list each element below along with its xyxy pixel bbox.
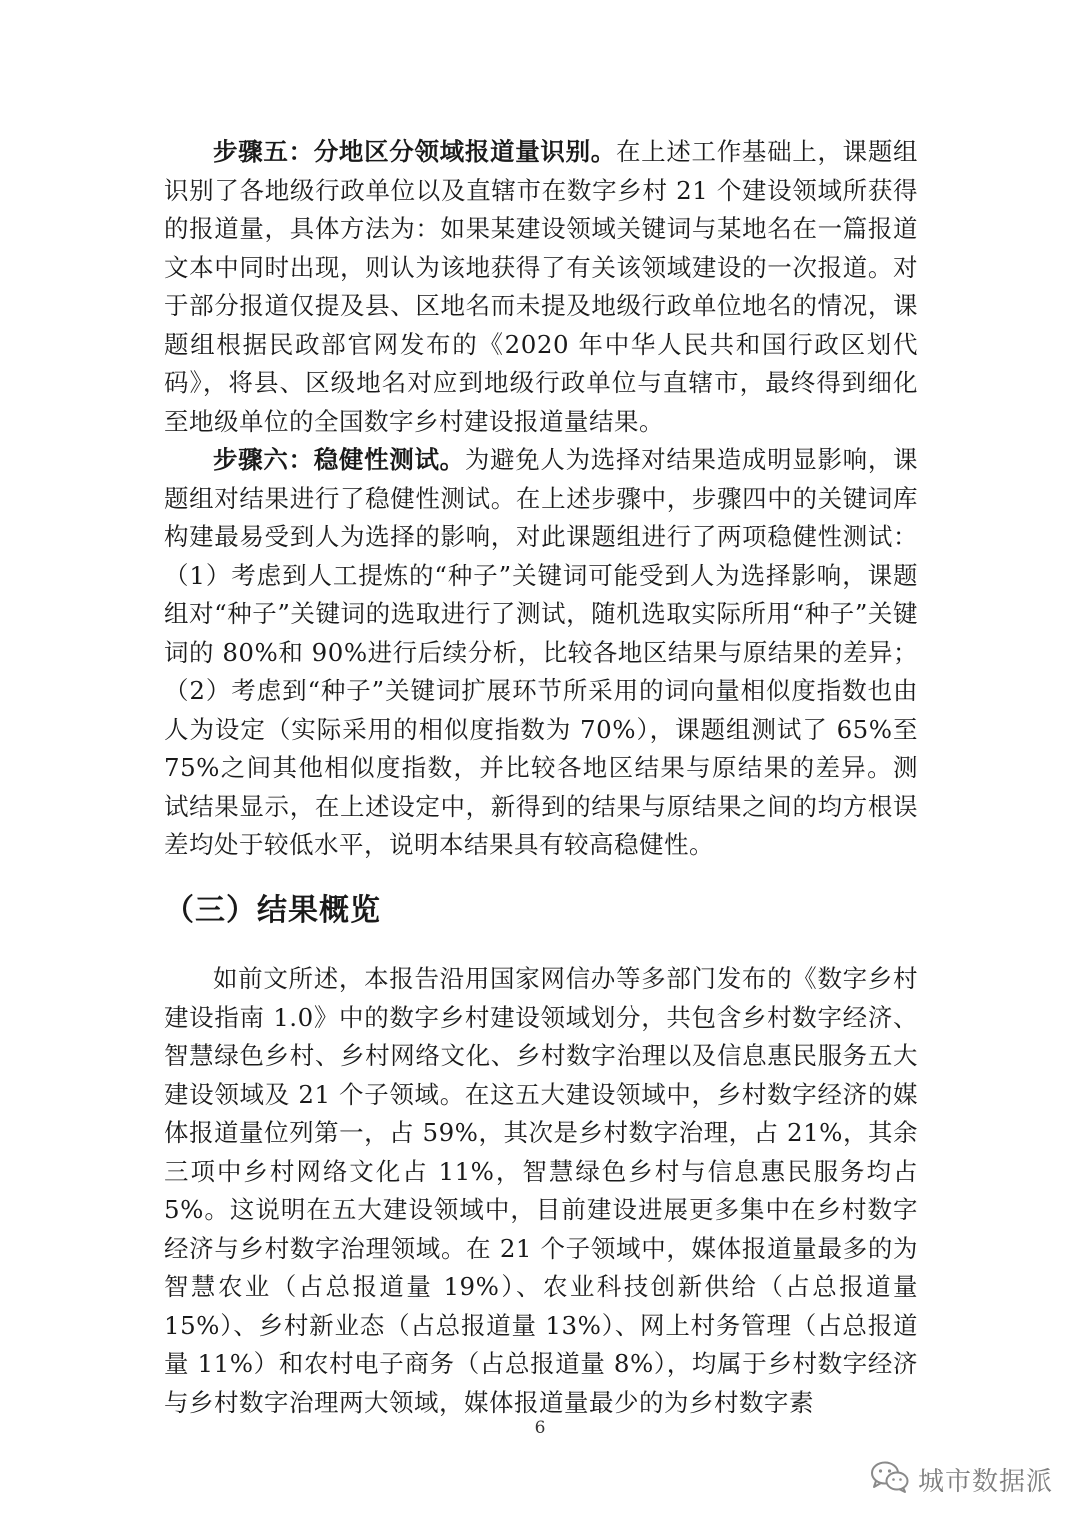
page-number: 6 xyxy=(534,1418,546,1438)
paragraph-lead: 步骤五：分地区分领域报道量识别。 xyxy=(213,137,616,166)
paragraph-step-five xyxy=(164,133,918,441)
paragraph-step-six xyxy=(164,441,918,865)
wechat-icon xyxy=(870,1460,910,1498)
watermark-text: 城市数据派 xyxy=(918,1466,1054,1497)
watermark xyxy=(870,1460,1053,1498)
paragraph-overview: 如前文所述，本报告沿用国家网信办等多部门发布的《数字乡村建设指南 1.0》中的数字乡村建设领域划分，共包含乡村数字经济、智慧绿色乡村、乡村网络文化、乡村数字治理以及信息惠民服务五大建设领域及 21 个子领域。在这五大建设领域中，乡村数字经济的媒体报道量位列第一，占 59%，其次是乡村数字治理，占 21%，其余三项中乡村网络文化占 11%，智慧绿色乡村与信息惠民服务均占 5%。这说明在五大建设领域中，目前建设进展更多集中在乡村数字经济与乡村数字治理领域。在 21 个子领域中，媒体报道量最多的为智慧农业（占总报道量 19%）、农业科技创新供给（占总报道量 15%）、乡村新业态（占总报道量 13%）、网上村务管理（占总报道量 11%）和农村电子商务（占总报道量 8%），均属于乡村数字经济与乡村数字治理两大领域，媒体报道量最少的为乡村数字素 xyxy=(164,964,918,1417)
paragraph-text: 为避免人为选择对结果造成明显影响，课题组对结果进行了稳健性测试。在上述步骤中，步骤四中的关键词库构建最易受到人为选择的影响，对此课题组进行了两项稳健性测试：（1）考虑到人工提炼的“种子”关键词可能受到人为选择影响，课题组对“种子”关键词的选取进行了测试，随机选取实际所用“种子”关键词的 80%和 90%进行后续分析，比较各地区结果与原结果的差异；（2）考虑到“种子”关键词扩展环节所采用的词向量相似度指数也由人为设定（实际采用的相似度指数为 70%），课题组测试了 65%至 75%之间其他相似度指数，并比较各地区结果与原结果的差异。测试结果显示，在上述设定中，新得到的结果与原结果之间的均方根误差均处于较低水平，说明本结果具有较高稳健性。 xyxy=(164,445,919,859)
paragraph-text: 在上述工作基础上，课题组识别了各地级行政单位以及直辖市在数字乡村 21 个建设领域所获得的报道量，具体方法为：如果某建设领域关键词与某地名在一篇报道文本中同时出现，则认为该地获得了有关该领域建设的一次报道。对于部分报道仅提及县、区地名而未提及地级行政单位地名的情况，课题组根据民政部官网发布的《2020 年中华人民共和国行政区划代码》，将县、区级地名对应到地级行政单位与直辖市，最终得到细化至地级单位的全国数字乡村建设报道量结果。 xyxy=(164,137,919,436)
section-heading: （三）结果概览 xyxy=(164,893,381,928)
top-content xyxy=(164,133,918,865)
bottom-content xyxy=(164,960,918,1422)
paragraph-lead: 步骤六：稳健性测试。 xyxy=(213,445,465,474)
